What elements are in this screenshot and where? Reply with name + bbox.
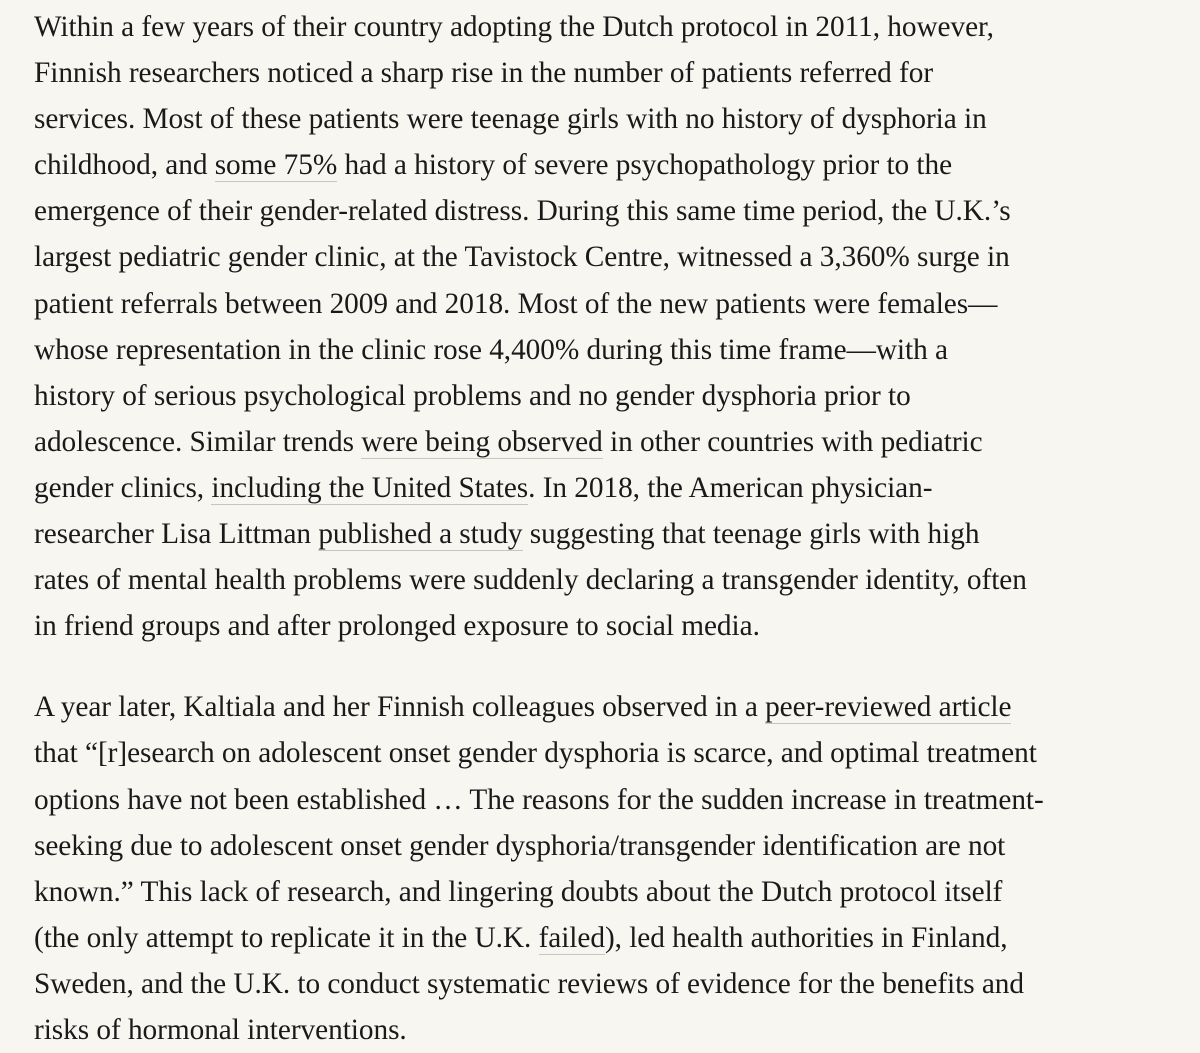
text-run: services. Most of these patients were teenage girls with no history of dysphoria in	[34, 103, 987, 136]
text-run: adolescence. Similar trends	[34, 425, 362, 458]
text-line	[34, 188, 1200, 234]
link-failed[interactable]: failed	[538, 921, 605, 954]
text-line	[34, 419, 1200, 465]
text-line	[34, 730, 1200, 776]
text-run: known.” This lack of research, and lingering doubts about the Dutch protocol itself	[34, 875, 1003, 908]
text-line	[34, 1007, 1200, 1053]
text-line	[34, 557, 1200, 603]
text-line	[34, 823, 1200, 869]
text-run: had a history of severe psychopathology prior to the	[337, 149, 953, 182]
text-run: . In 2018, the American physician-	[528, 471, 933, 504]
text-line	[34, 915, 1200, 961]
text-line	[34, 327, 1200, 373]
text-line	[34, 961, 1200, 1007]
text-line	[34, 869, 1200, 915]
text-run: whose representation in the clinic rose 4,400% during this time frame—with a	[34, 333, 948, 366]
text-line	[34, 684, 1200, 730]
text-run: Finnish researchers noticed a sharp rise in the number of patients referred for	[34, 57, 934, 90]
text-line	[34, 511, 1200, 557]
paragraph-2	[34, 684, 1200, 1053]
link-were-being-observed[interactable]: were being observed	[361, 425, 603, 458]
text-run: history of serious psychological problems and no gender dysphoria prior to	[34, 379, 911, 412]
text-run: A year later, Kaltiala and her Finnish colleagues observed in a	[34, 691, 766, 724]
text-line	[34, 142, 1200, 188]
link-some-75-percent[interactable]: some 75%	[214, 149, 338, 182]
text-run: childhood, and	[34, 149, 215, 182]
text-line	[34, 234, 1200, 280]
text-run: in other countries with pediatric	[602, 425, 983, 458]
text-run: seeking due to adolescent onset gender dysphoria/transgender identification are not	[34, 829, 1006, 862]
text-run: Sweden, and the U.K. to conduct systematic reviews of evidence for the benefits and	[34, 967, 1024, 1000]
text-run: researcher Lisa Littman	[34, 518, 319, 551]
text-run: in friend groups and after prolonged exposure to social media.	[34, 610, 760, 643]
text-run: that “[r]esearch on adolescent onset gender dysphoria is scarce, and optimal treatment	[34, 737, 1037, 770]
text-run: options have not been established … The reasons for the sudden increase in treatment-	[34, 783, 1044, 816]
text-run: ), led health authorities in Finland,	[604, 921, 1008, 954]
text-run: gender clinics,	[34, 471, 212, 504]
text-run: emergence of their gender-related distress. During this same time period, the U.K.’s	[34, 195, 1011, 228]
text-run: risks of hormonal interventions.	[34, 1013, 407, 1046]
text-run: (the only attempt to replicate it in the U.K.	[34, 921, 539, 954]
text-line	[34, 50, 1200, 96]
text-line	[34, 373, 1200, 419]
paragraph-1	[34, 4, 1200, 649]
text-run: Within a few years of their country adopting the Dutch protocol in 2011, however,	[34, 11, 994, 43]
text-run: suggesting that teenage girls with high	[522, 518, 980, 551]
text-line	[34, 4, 1200, 50]
text-line	[34, 465, 1200, 511]
text-line	[34, 281, 1200, 327]
article-body	[34, 4, 1200, 1053]
link-peer-reviewed-article[interactable]: peer-reviewed article	[765, 691, 1012, 724]
text-line	[34, 777, 1200, 823]
text-line	[34, 603, 1200, 649]
link-including-the-united-states[interactable]: including the United States	[211, 471, 529, 504]
link-published-a-study[interactable]: published a study	[318, 518, 523, 551]
text-run: rates of mental health problems were suddenly declaring a transgender identity, often	[34, 564, 1027, 597]
text-run: patient referrals between 2009 and 2018. Most of the new patients were females—	[34, 287, 998, 320]
text-run: largest pediatric gender clinic, at the Tavistock Centre, witnessed a 3,360% surge in	[34, 241, 1010, 274]
text-line	[34, 96, 1200, 142]
